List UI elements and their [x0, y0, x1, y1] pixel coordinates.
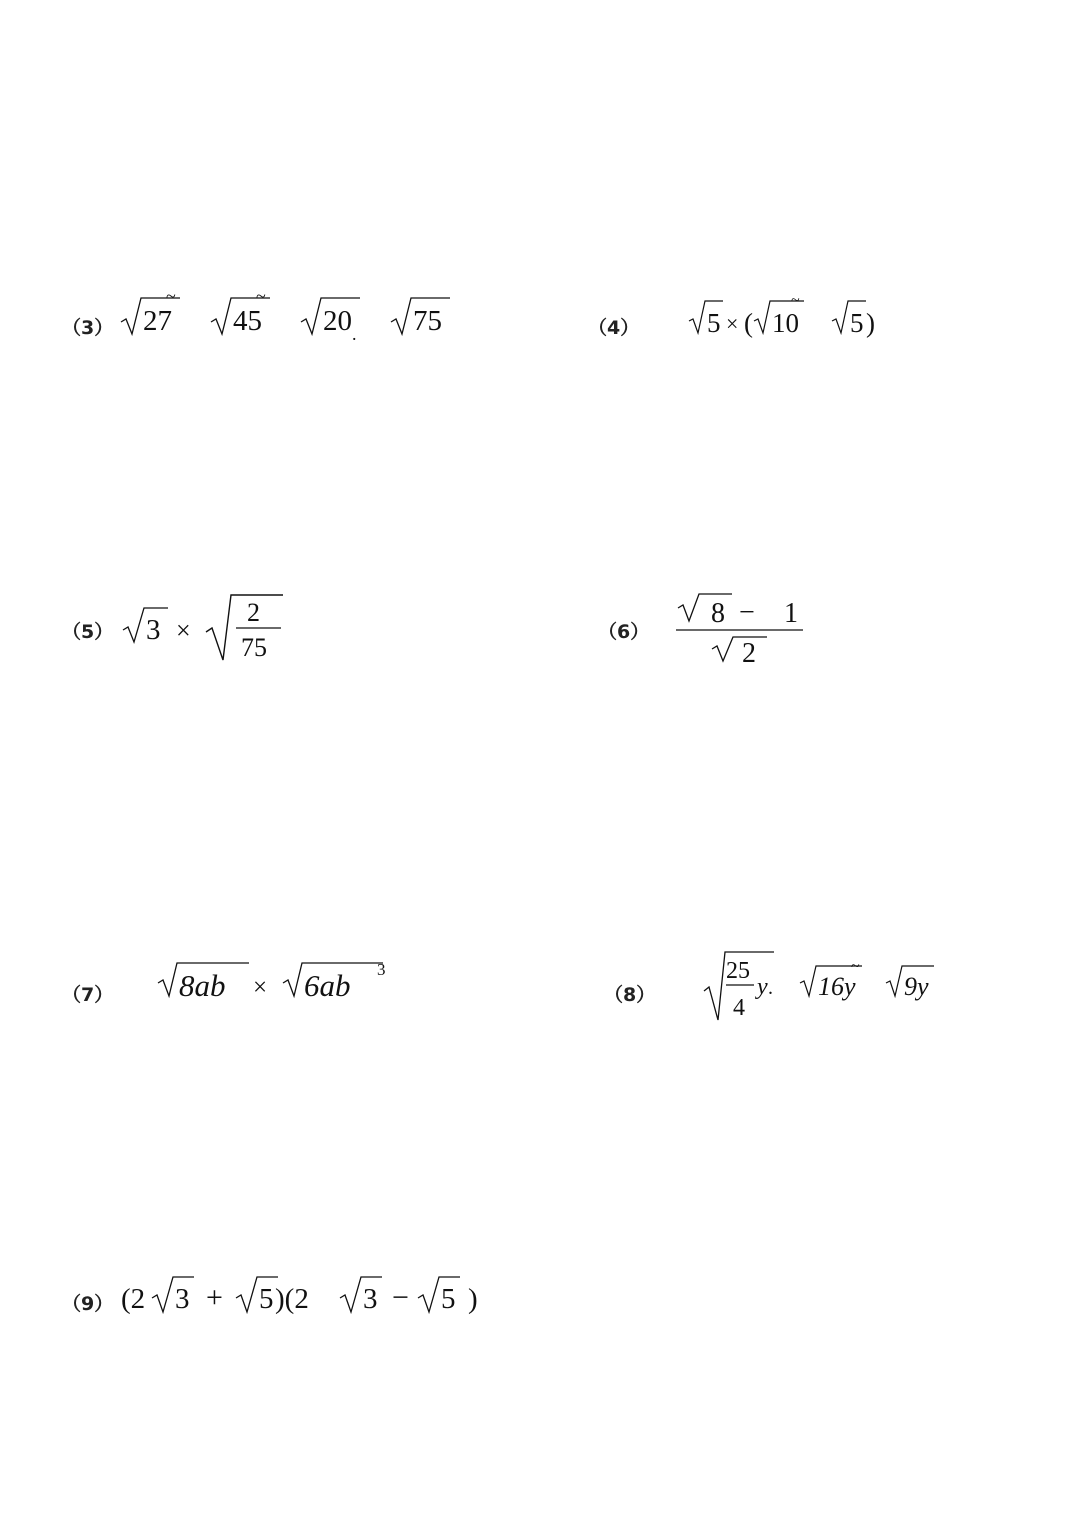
numerator: 25: [726, 958, 750, 984]
radicand: 5: [259, 1283, 274, 1315]
radicand: 5: [850, 308, 864, 338]
math-expression: [155, 955, 400, 1011]
radicand: 8: [711, 598, 725, 629]
radicand: 10: [772, 308, 799, 338]
radicand: 3: [175, 1283, 190, 1315]
svg-text:~: ~: [166, 290, 176, 306]
constant: 1: [784, 598, 798, 629]
times-operator: ×: [253, 974, 268, 1001]
svg-text:~: ~: [851, 958, 860, 975]
radicand: 8ab: [179, 968, 226, 1003]
radicand: 27: [143, 305, 172, 337]
close-paren: ): [866, 308, 875, 338]
math-expression: [672, 588, 812, 668]
radicand: 3: [363, 1283, 378, 1315]
variable: y: [757, 974, 768, 1000]
problem-number: （7）: [62, 984, 114, 1006]
open-paren-two: (2: [121, 1283, 146, 1315]
svg-text:.: .: [768, 977, 773, 999]
minus-operator: −: [392, 1281, 409, 1314]
times-operator: ×: [726, 311, 739, 336]
numerator: 2: [247, 598, 260, 627]
problem-number: （4）: [588, 317, 640, 339]
radicand: 45: [233, 305, 262, 337]
radicand: 5: [707, 308, 721, 338]
problem-number: （3）: [62, 317, 114, 339]
math-expression: [118, 290, 458, 350]
problem-number: （5）: [62, 621, 114, 643]
denominator: 75: [241, 633, 267, 662]
plus-operator: +: [206, 1281, 223, 1314]
problem-number: （8）: [604, 984, 656, 1006]
radicand: 20: [323, 305, 352, 337]
denominator: 4: [733, 995, 745, 1021]
problem-number: （9）: [62, 1293, 114, 1315]
math-expression: [118, 1268, 488, 1324]
radicand: 3: [146, 614, 161, 646]
svg-text:.: .: [352, 324, 357, 344]
close-paren: ): [468, 1283, 478, 1315]
open-paren: (: [744, 308, 753, 338]
math-expression: [700, 945, 945, 1027]
math-expression: [686, 293, 886, 349]
problem-number: （6）: [598, 621, 650, 643]
minus-operator: −: [739, 597, 755, 628]
math-expression: [118, 588, 298, 666]
close-open-paren-two: )(2: [275, 1283, 309, 1315]
radicand: 75: [413, 305, 442, 337]
svg-text:~: ~: [256, 290, 266, 306]
radicand: 6ab: [304, 968, 351, 1003]
times-operator: ×: [176, 616, 191, 645]
radicand: 16y: [818, 972, 856, 1001]
radicand: 2: [742, 638, 756, 668]
radicand: 5: [441, 1283, 456, 1315]
exponent: 3: [377, 960, 386, 979]
svg-text:~: ~: [791, 293, 800, 309]
radicand: 9y: [904, 972, 929, 1001]
